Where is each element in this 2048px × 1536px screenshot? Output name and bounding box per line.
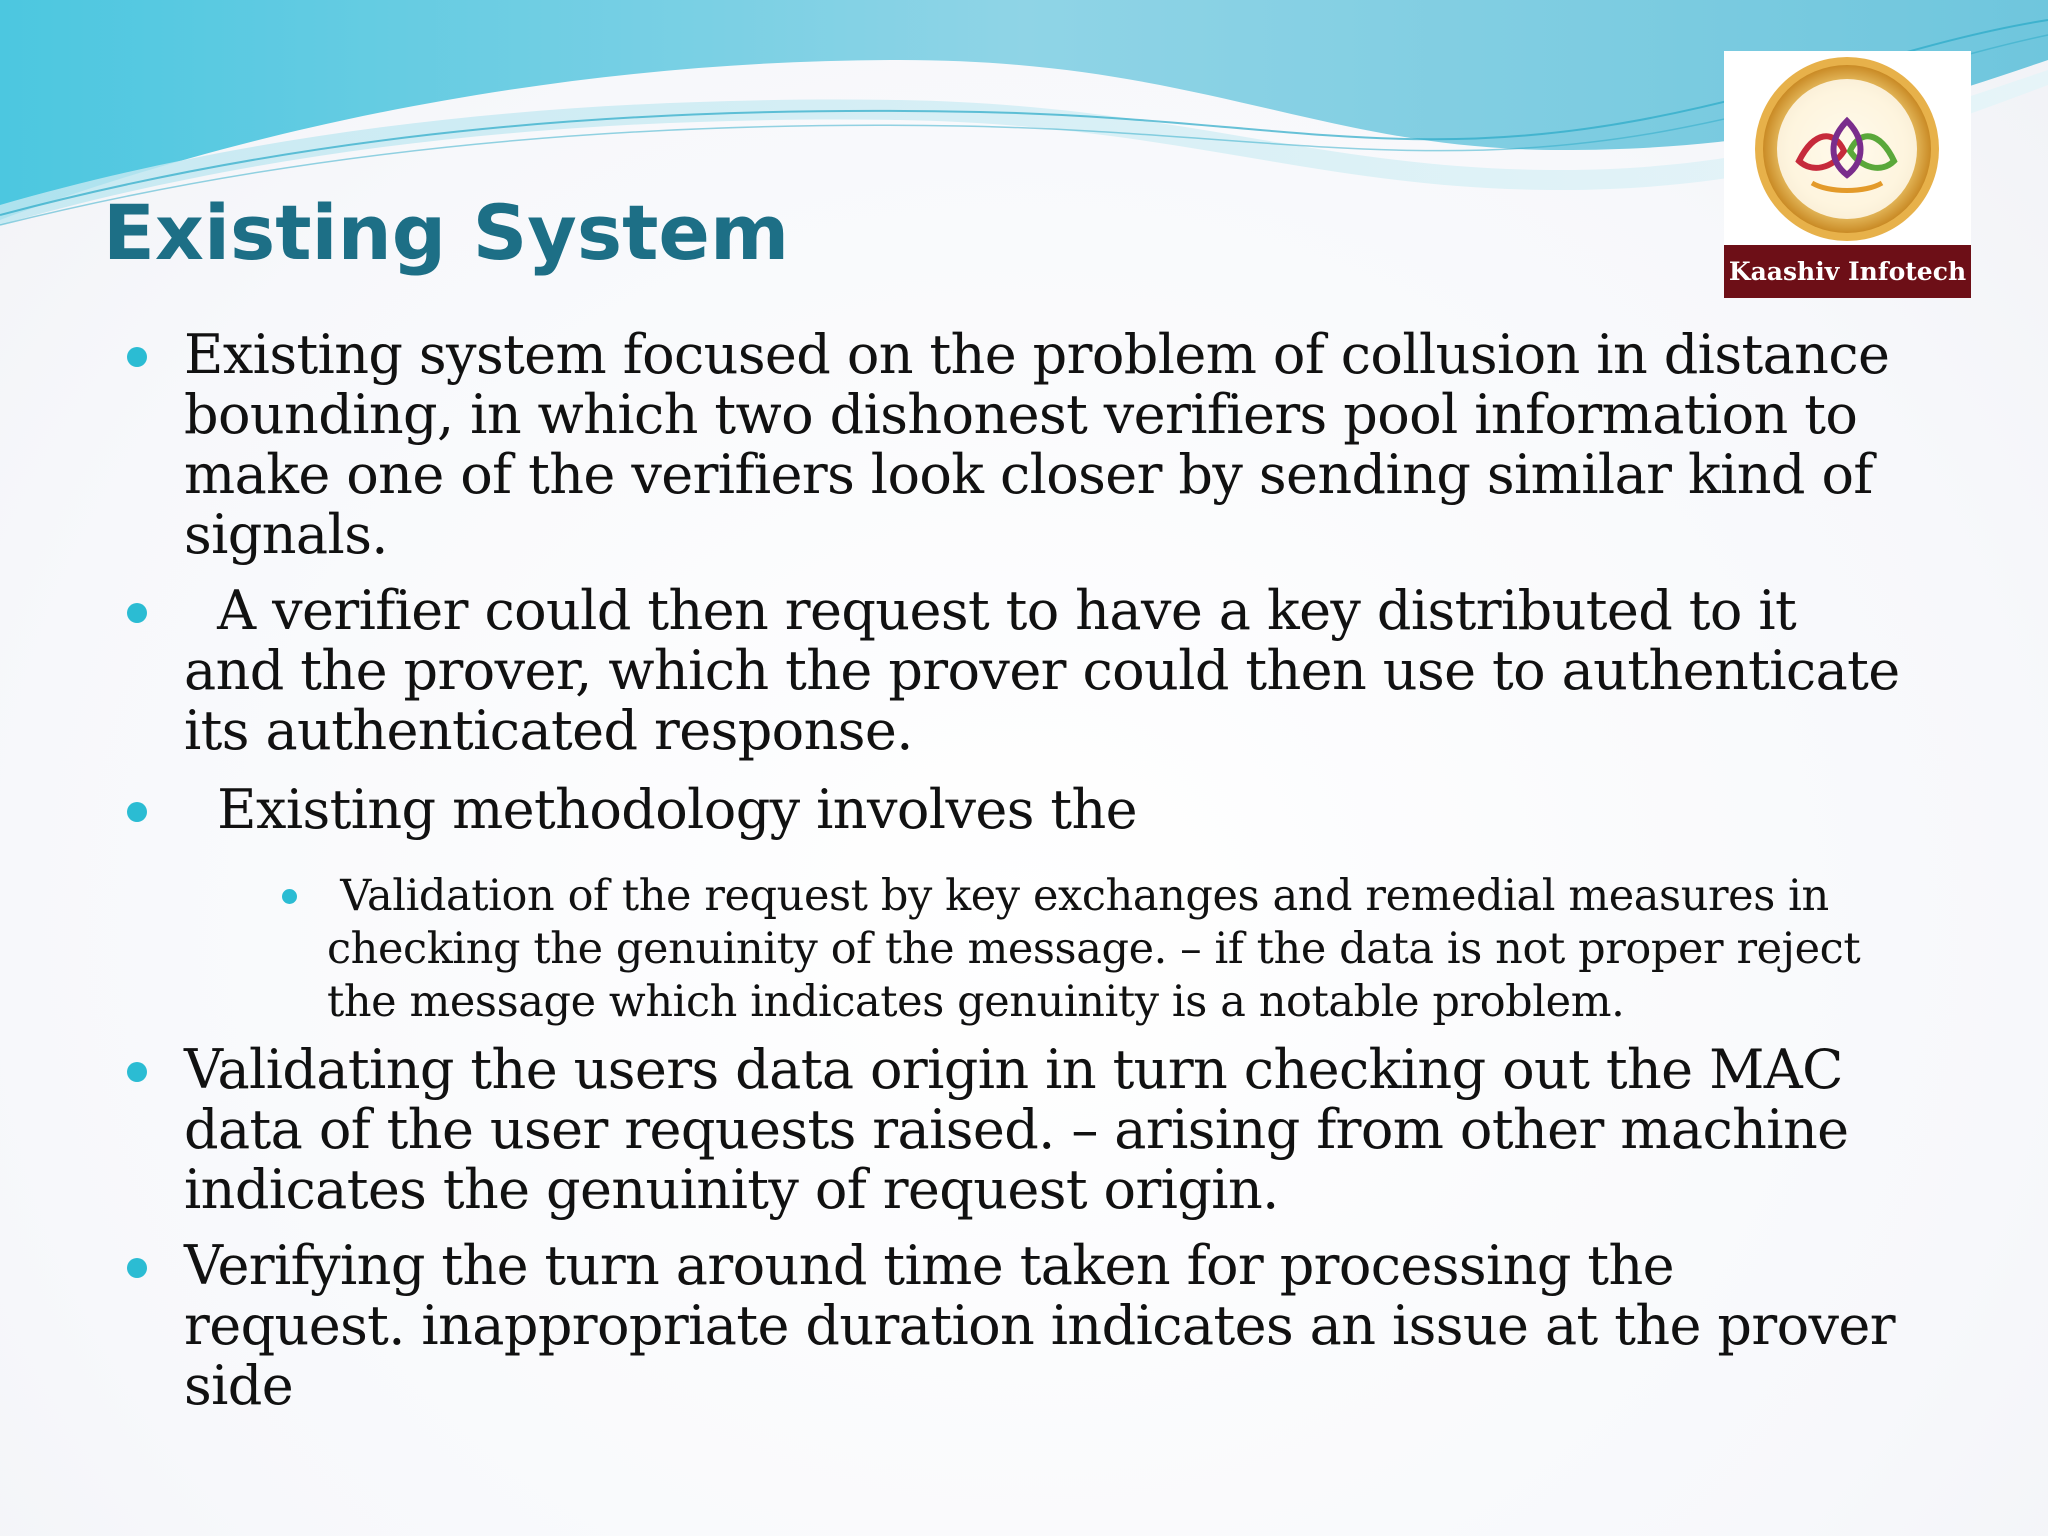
bullet-item	[184, 780, 1904, 840]
bullet-dot-icon	[127, 1062, 147, 1082]
bullet-text: Existing system focused on the problem of collusion in distance bounding, in which two dishonest verifiers pool information to make one of the verifiers look closer by sending similar kind of signals.	[184, 323, 1890, 566]
sub-bullet-item	[327, 870, 1907, 1029]
bullet-item	[184, 325, 1904, 565]
bullet-text: Verifying the turn around time taken for processing the request. inappropriate duration indicates an issue at the prover side	[184, 1234, 1895, 1417]
bullet-item	[184, 579, 1917, 762]
bullet-dot-icon	[127, 1258, 147, 1278]
bullet-dot-icon	[127, 802, 147, 822]
bullet-dot-icon	[127, 603, 147, 623]
logo-banner-text: Kaashiv Infotech	[1728, 257, 1967, 286]
sub-bullet-dot-icon	[282, 889, 297, 904]
bullet-text: A verifier could then request to have a key distributed to it and the prover, which the prover could then use to authenticate its authenticated response.	[184, 579, 1917, 762]
bullet-item	[184, 1040, 1904, 1220]
bullet-dot-icon	[127, 347, 147, 367]
bullet-text: Existing methodology involves the	[184, 778, 1138, 841]
sub-bullet-text: Validation of the request by key exchanges and remedial measures in checking the genuinity of the message. – if the data is not proper reject the message which indicates genuinity is a notable problem.	[327, 871, 1874, 1027]
slide-title: Existing System	[103, 188, 790, 277]
bullet-item	[184, 1236, 1904, 1416]
bullet-text: Validating the users data origin in turn checking out the MAC data of the user requests raised. – arising from other machine indicates the genuinity of request origin.	[184, 1038, 1849, 1221]
